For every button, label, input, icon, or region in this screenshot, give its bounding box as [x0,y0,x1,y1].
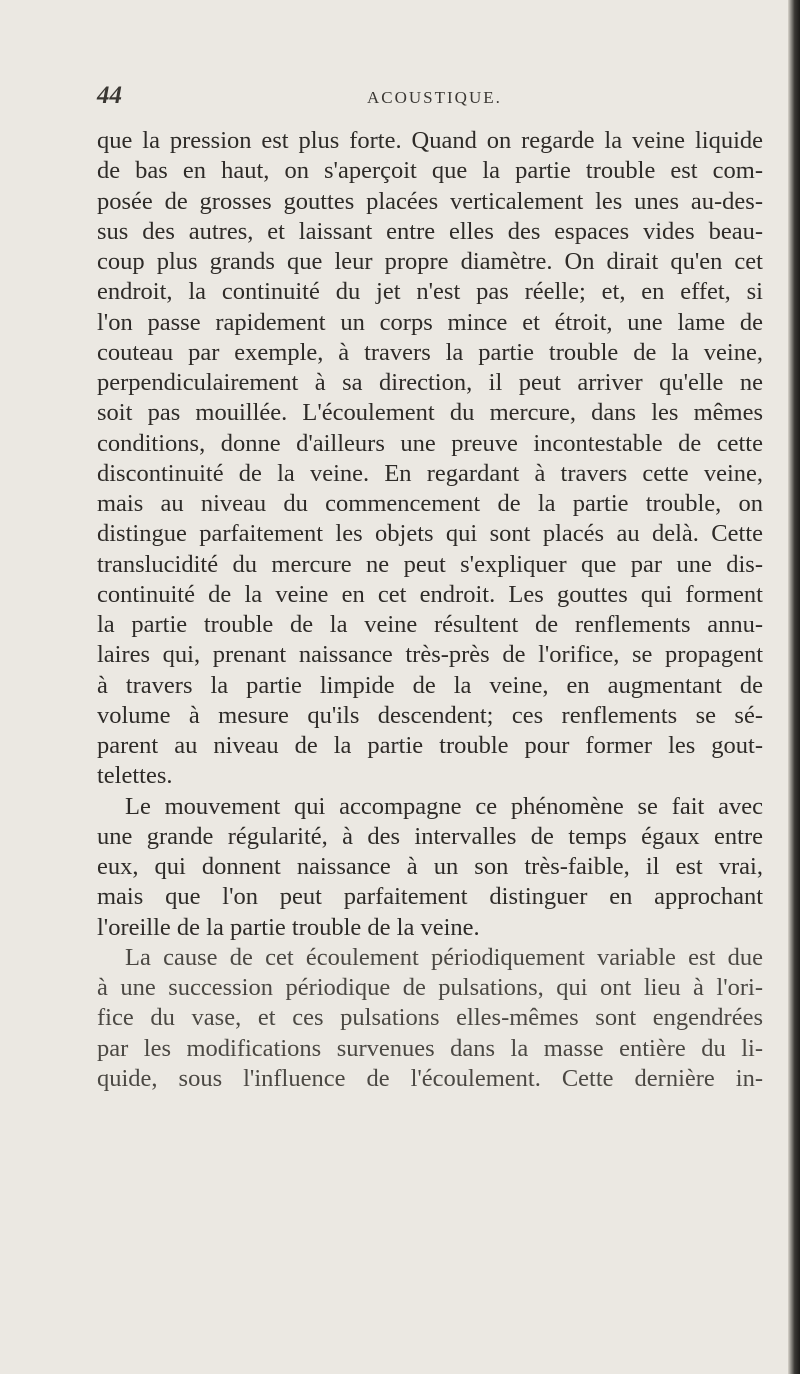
text-line: perpendiculairement à sa direction, il peut arriver qu'elle ne [97,369,763,396]
text-line: couteau par exemple, à travers la partie trouble de la veine, [97,338,763,366]
text-line: que la pression est plus forte. Quand on regarde la veine liquide [97,127,763,154]
text-line: Le mouvement qui accompagne ce phénomène se fait avec [125,792,763,820]
running-title: ACOUSTIQUE. [367,88,502,107]
text-line: distingue parfaitement les objets qui sont placés au delà. Cette [97,520,763,548]
text-line: par les modifications survenues dans la masse entière du li- [97,1034,763,1062]
text-line: soit pas mouillée. L'écoulement du mercure, dans les mêmes [97,399,763,427]
text-line: l'oreille de la partie trouble de la veine. [97,913,480,941]
paragraph-1 [97,126,763,792]
page-header [97,82,752,112]
text-line: conditions, donne d'ailleurs une preuve incontestable de cette [97,429,763,457]
paragraph-2 [97,792,763,943]
text-line: continuité de la veine en cet endroit. Les gouttes qui forment [97,580,763,608]
text-line: posée de grosses gouttes placées verticalement les unes au-des- [97,187,763,215]
text-line: translucidité du mercure ne peut s'expliquer que par une dis- [97,550,763,578]
text-line: laires qui, prenant naissance très-près de l'orifice, se propagent [97,641,763,669]
text-line: de bas en haut, on s'aperçoit que la partie trouble est com- [97,157,763,185]
text-line: eux, qui donnent naissance à un son très-faible, il est vrai, [97,853,763,880]
text-line: une grande régularité, à des intervalles de temps égaux entre [97,822,763,850]
paragraph-3 [97,943,763,1094]
text-line: la partie trouble de la veine résultent de renflements annu- [97,611,763,638]
text-line: discontinuité de la veine. En regardant à travers cette veine, [97,459,763,487]
text-line: parent au niveau de la partie trouble pour former les gout- [97,732,763,759]
text-line: endroit, la continuité du jet n'est pas réelle; et, en effet, si [97,278,763,306]
text-line: La cause de cet écoulement périodiquement variable est due [125,943,763,971]
text-line: l'on passe rapidement un corps mince et étroit, une lame de [97,308,763,336]
text-line: volume à mesure qu'ils descendent; ces renflements se sé- [97,701,763,729]
text-line: quide, sous l'influence de l'écoulement. Cette dernière in- [97,1064,763,1092]
text-line: mais que l'on peut parfaitement distinguer en approchant [97,883,763,911]
body-text [97,126,763,1094]
text-line: mais au niveau du commencement de la partie trouble, on [97,490,763,517]
text-line: à travers la partie limpide de la veine, en augmentant de [97,671,763,699]
page-number: 44 [97,82,122,109]
text-line: fice du vase, et ces pulsations elles-mêmes sont engendrées [97,1004,763,1032]
text-line: sus des autres, et laissant entre elles des espaces vides beau- [97,217,763,245]
text-line: telettes. [97,762,173,790]
text-line: à une succession périodique de pulsations, qui ont lieu à l'ori- [97,974,763,1001]
page-edge-shadow [788,0,800,1374]
text-line: coup plus grands que leur propre diamètre. On dirait qu'en cet [97,248,763,275]
